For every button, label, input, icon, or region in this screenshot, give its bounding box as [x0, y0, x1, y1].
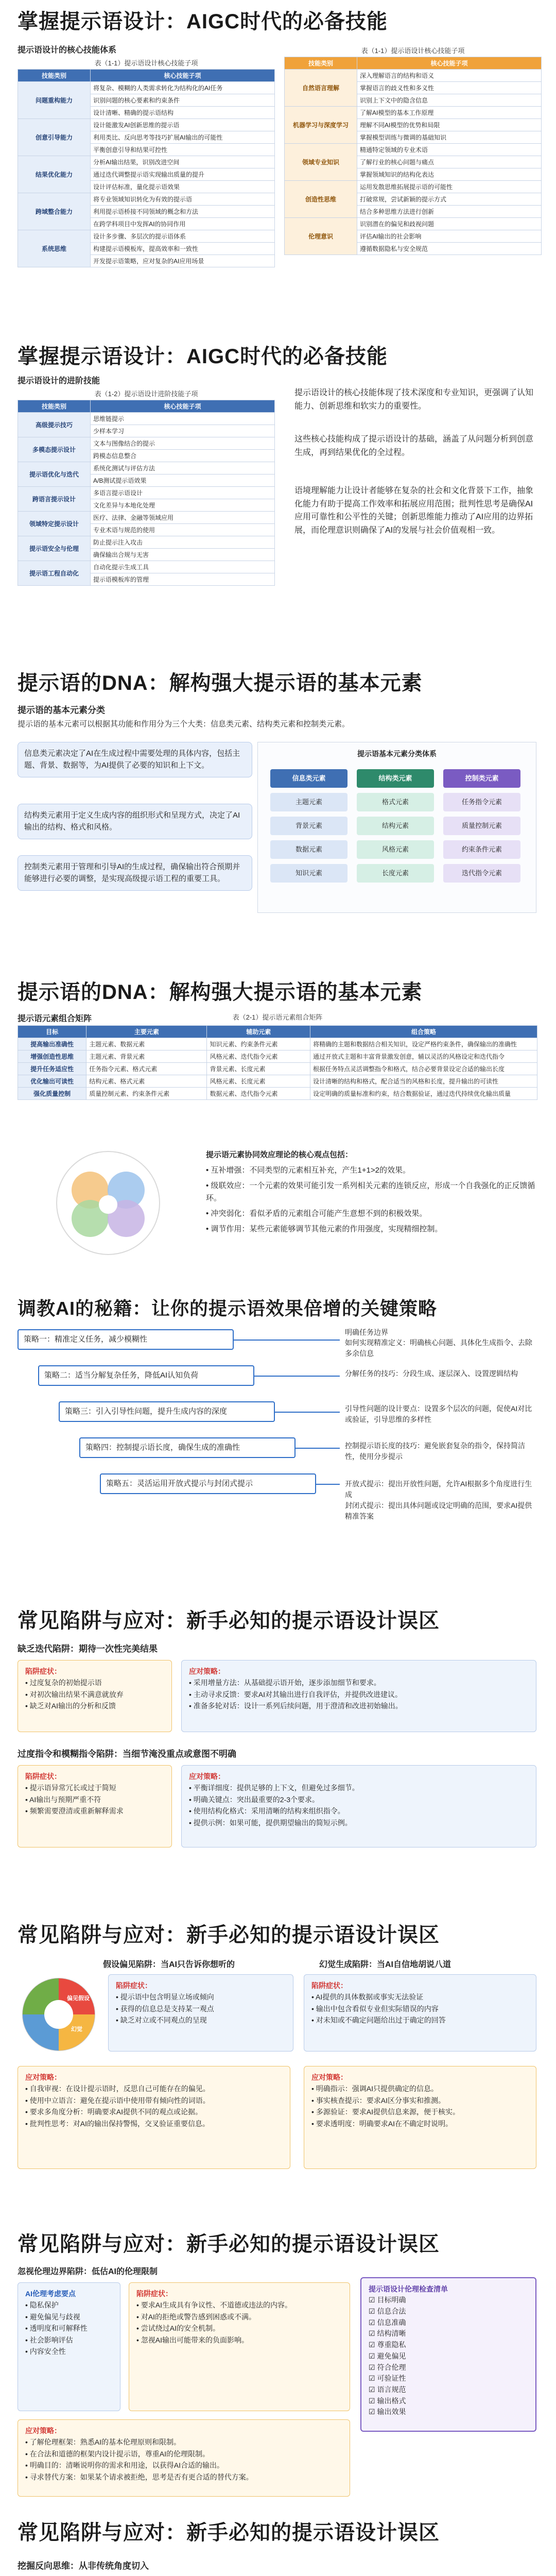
table-cell: 掌握语言的歧义性和多义性	[357, 82, 542, 94]
slide-element-matrix	[0, 969, 556, 1288]
table-row	[18, 1063, 537, 1075]
quadrant-diagram	[18, 1973, 100, 2056]
list-item: • 对未知或不确定问题给出过于确定的回答	[311, 2016, 446, 2025]
section-subtitle: 提示语设计的进阶技能	[18, 377, 100, 385]
table-row	[18, 119, 275, 131]
diagram-item: 长度元素	[357, 864, 434, 883]
table-cell: 强化质量控制	[18, 1088, 86, 1100]
table-row	[285, 70, 542, 82]
table-category: 跨语言提示设计	[18, 487, 91, 512]
table-header: 核心技能子项	[357, 57, 542, 70]
page-title: 掌握提示语设计：AIGC时代的必备技能	[18, 10, 388, 33]
list-item: • 在合法和道德的框架内设计提示语，尊重AI的伦理限制。	[25, 2449, 210, 2458]
info-element-box: 信息类元素决定了AI在生成过程中需要处理的具体内容，包括主题、背景、数据等，为AI提供了必要的知识和上下文。	[18, 742, 252, 777]
table-cell: 提高输出准确性	[18, 1038, 86, 1050]
table-row	[18, 1075, 537, 1088]
list-item: • 提示语异常冗长或过于简短	[25, 1784, 116, 1792]
strategy-note: 开放式提示：提出开放性问题，允许AI根据多个角度进行生成	[345, 1480, 532, 1499]
diagram-title: 提示语基本元素分类体系	[357, 750, 437, 758]
table-cell: 风格元素、迭代指令元素	[207, 1050, 310, 1063]
list-item: • 明确指示：强调AI只提供确定的信息。	[311, 2084, 439, 2093]
paragraph: 语境理解能力让设计者能够在复杂的社会和文化背景下工作，抽象化能力有助于提高工作效率和拓展应用范围；批判性思考是确保AI应用可靠性和公平性的关键；创新思维能力推动了AI应用的边界拓展，而伦理意识则确保了AI的发展与社会价值观相一致。	[294, 486, 534, 535]
diagram-column	[443, 769, 520, 888]
intro-text: 提示语的基本元素可以根据其功能和作用分为三个大类：信息类元素、结构类元素和控制类元素。	[18, 720, 350, 728]
synergy-point: • 调节作用：某些元素能够调节其他元素的作用强度，实现精细控制。	[206, 1225, 443, 1233]
table-cell: 文化差异与本地化处理	[91, 499, 275, 512]
list-item: • 过度复杂的初始提示语	[25, 1679, 102, 1687]
table-cell: 主题元素、背景元素	[86, 1050, 207, 1063]
checklist-item: ☑ 避免偏见	[369, 2351, 406, 2360]
table-header: 核心技能子项	[91, 70, 275, 82]
strategy-step: 策略三：引入引导性问题，提升生成内容的深度	[59, 1401, 275, 1422]
table-row	[285, 144, 542, 156]
list-item: • 对初次输出结果不满意就放弃	[25, 1690, 124, 1699]
card-title: 应对策略：	[311, 2073, 348, 2081]
table-cell: 设计清晰的结构和格式，配合适当的风格和长度，提升输出的可读性	[310, 1075, 537, 1088]
table-cell: 设计能激发AI创新思维的提示语	[91, 119, 275, 131]
list-item: • 主动寻求反馈：要求AI对其输出进行自我评估，并提供改进建议。	[189, 1690, 403, 1699]
advanced-skills-table	[18, 400, 275, 586]
checklist-item: ☑ 语言规范	[369, 2385, 406, 2394]
table-row	[18, 413, 275, 425]
strategy-step: 策略二：适当分解复杂任务，降低AI认知负荷	[38, 1365, 254, 1386]
list-item: • 多源验证：要求AI提供信息来源，便于核实。	[311, 2108, 460, 2116]
table-header: 技能类别	[285, 57, 357, 70]
core-skills-table	[18, 69, 275, 267]
list-item: • 要求透明度：明确要求AI在不确定时说明。	[311, 2119, 453, 2128]
table-cell: 将专业领域知识转化为有效的提示语	[91, 193, 275, 206]
symptom-card	[108, 1974, 293, 2052]
table-caption: 表（1-2）提示语设计进阶技能子项	[94, 390, 198, 398]
table-caption: 表（2-1）提示语元素组合矩阵	[232, 1013, 323, 1021]
diagram-column	[270, 769, 348, 888]
slide-pitfalls-ethics	[0, 2221, 556, 2509]
flow-arrow	[254, 1376, 340, 1377]
diagram-item: 质量控制元素	[443, 817, 520, 835]
page-title: 常见陷阱与应对：新手必知的提示语设计误区	[18, 2233, 440, 2256]
list-item: • 要求AI生成具有争议性、不道德或违法的内容。	[136, 2301, 292, 2310]
ethics-points-list	[25, 2299, 113, 2357]
table-cell: 设计评估标准，量化提示语效果	[91, 181, 275, 193]
matrix-table	[18, 1025, 537, 1100]
checklist-item: ☑ 尊重隐私	[369, 2341, 406, 2349]
table-row	[18, 512, 275, 524]
diagram-item: 任务指令元素	[443, 793, 520, 811]
list-item: • 批判性思考：对AI的输出保持警惕，交叉验证重要信息。	[25, 2119, 210, 2128]
table-cell: 识别问题的核心要素和约束条件	[91, 94, 275, 107]
list-item: • 提示语中包含明显立场或倾向	[116, 1993, 214, 2002]
synergy-diagram	[31, 1144, 185, 1262]
checklist-item: ☑ 信息准确	[369, 2318, 406, 2327]
table-row	[18, 561, 275, 573]
element-diagram	[257, 742, 536, 913]
flow-arrow	[234, 1340, 340, 1341]
diagram-column	[357, 769, 434, 888]
strategy-card	[181, 1765, 536, 1848]
table-cell: 文本与图像结合的提示	[91, 437, 275, 450]
table-cell: 跨模态信息整合	[91, 450, 275, 462]
table-row	[18, 536, 275, 549]
table-cell: 任务指令元素、格式元素	[86, 1063, 207, 1075]
pitfall-title: 假设偏见陷阱：当AI只告诉你想听的	[103, 1960, 235, 1969]
diagram-item: 主题元素	[270, 793, 348, 811]
checklist-item: ☑ 结构清晰	[369, 2329, 406, 2338]
table-cell: 通过迭代调整提示语实现输出质量的提升	[91, 168, 275, 181]
checklist-item: ☑ 信息合法	[369, 2307, 406, 2316]
slide-element-classes	[0, 659, 556, 969]
diagram-item: 格式元素	[357, 793, 434, 811]
list-item: • 获得的信息总是支持某一观点	[116, 2004, 214, 2013]
diagram-column-header: 控制类元素	[443, 769, 520, 788]
list-item: • 避免偏见与歧视	[25, 2312, 80, 2321]
strategy-card	[18, 2419, 350, 2497]
table-row	[285, 181, 542, 193]
diagram-column-header: 信息类元素	[270, 769, 348, 788]
table-row	[18, 437, 275, 450]
table-category: 自然语言理解	[285, 70, 357, 107]
section-subtitle: 提示语的基本元素分类	[18, 705, 105, 715]
list-item: • AI输出与预期严重不符	[25, 1795, 101, 1804]
flow-arrow	[296, 1448, 340, 1449]
table-category: 创意引导能力	[18, 119, 91, 156]
strategy-step: 策略五：灵活运用开放式提示与封闭式提示	[100, 1473, 316, 1494]
strategy-card	[181, 1660, 536, 1732]
pitfall-title: 忽视伦理边界陷阱：低估AI的伦理限制	[18, 2267, 158, 2276]
card-title: 提示语设计伦理检查清单	[369, 2285, 448, 2293]
venn-label: 幻觉	[71, 2026, 82, 2032]
table-cell: 理解不同AI模型的优势和局限	[357, 119, 542, 131]
table-cell: 遵循数据隐私与安全规范	[357, 243, 542, 255]
checklist-item: ☑ 输出格式	[369, 2396, 406, 2405]
table-cell: 精通特定领域的专业术语	[357, 144, 542, 156]
structure-element-box: 结构类元素用于定义生成内容的组织形式和呈现方式，决定了AI输出的结构、格式和风格。	[18, 804, 252, 839]
symptom-list	[25, 1677, 164, 1711]
list-item: • 自我审视：在设计提示语时，反思自己可能存在的偏见。	[25, 2084, 210, 2093]
symptom-card	[18, 1660, 172, 1732]
list-item: • 频繁需要澄清或重新解释需求	[25, 1807, 124, 1816]
card-title: 陷阱症状：	[25, 1772, 61, 1781]
page-title: 调教AI的秘籍：让你的提示语效果倍增的关键策略	[18, 1298, 438, 1319]
table-cell: 风格元素、长度元素	[207, 1075, 310, 1088]
table-cell: 掌握领域知识的结构化表达	[357, 168, 542, 181]
ethics-checklist-card	[360, 2277, 536, 2432]
synergy-lead: 提示语元素协同效应理论的核心观点包括：	[206, 1150, 353, 1159]
card-title: 应对策略：	[189, 1772, 225, 1781]
diagram-item: 约束条件元素	[443, 840, 520, 859]
table-caption-right: 表（1-1）提示语设计核心技能子项	[361, 47, 465, 55]
list-item: • 缺乏对立或不同观点的呈现	[116, 2016, 207, 2025]
table-row	[18, 82, 275, 94]
table-cell: 提示语模板库的管理	[91, 573, 275, 586]
list-item: • 内容安全性	[25, 2347, 66, 2355]
table-row	[18, 487, 275, 499]
flow-arrow	[275, 1412, 340, 1413]
strategy-note: 明确任务边界	[345, 1328, 388, 1336]
synergy-point: • 冲突弱化：看似矛盾的元素组合可能产生意想不到的积极效果。	[206, 1209, 427, 1218]
table-category: 提示语安全与伦理	[18, 536, 91, 561]
diagram-item: 风格元素	[357, 840, 434, 859]
pitfall-title: 缺乏迭代陷阱：期待一次性完美结果	[18, 1644, 158, 1654]
slide-pitfalls-bias	[0, 1911, 556, 2221]
slide-advanced-skills	[0, 330, 556, 659]
table-cell: 系统化测试与评估方法	[91, 462, 275, 474]
table-header: 技能类别	[18, 400, 91, 413]
list-item: • 明确关键点：突出最重要的2-3个要求。	[189, 1795, 320, 1804]
card-title: 陷阱症状：	[116, 1981, 152, 1990]
venn-label: 偏见假设	[67, 1995, 90, 2002]
table-cell: 了解AI模型的基本工作原理	[357, 107, 542, 119]
table-cell: 背景元素、长度元素	[207, 1063, 310, 1075]
section-subtitle: 提示语元素组合矩阵	[18, 1014, 92, 1023]
symptom-list	[136, 2299, 342, 2346]
list-item: • 输出中包含看似专业但实际错误的内容	[311, 2004, 439, 2013]
strategy-card	[18, 2066, 290, 2169]
core-skills-table-right	[284, 57, 542, 255]
symptom-list	[311, 1991, 529, 2026]
table-cell: 优化输出可读性	[18, 1075, 86, 1088]
pitfall-title: 过度指令和模糊指令陷阱：当细节淹没重点或意图不明确	[18, 1749, 236, 1759]
list-item: • 准备多轮对话：设计一系列后续问题，用于澄清和改进初始输出。	[189, 1702, 403, 1710]
table-cell: 在跨学科项目中发挥AI的协同作用	[91, 218, 275, 230]
table-row	[18, 1050, 537, 1063]
table-header: 组合策略	[310, 1026, 537, 1038]
table-row	[285, 218, 542, 230]
slide-reverse-thinking	[0, 2509, 556, 2576]
slide-core-skills	[0, 0, 556, 330]
synergy-point: • 级联效应：一个元素的效果可能引发一系列相关元素的连锁反应，形成一个自我强化的正反馈循环。	[206, 1181, 535, 1202]
table-cell: 设计多步骤、多层次的提示语体系	[91, 230, 275, 243]
synergy-points	[206, 1164, 535, 1239]
table-cell: 防止提示注入攻击	[91, 536, 275, 549]
table-category: 高级提示技巧	[18, 413, 91, 437]
diagram-column-header: 结构类元素	[357, 769, 434, 788]
paragraph: 这些核心技能构成了提示语设计的基础，涵盖了从问题分析到创意生成，再到结果优化的全过程。	[294, 435, 534, 457]
table-cell: 专业术语与规范的使用	[91, 524, 275, 536]
list-item: • AI提供的具体数据或事实无法验证	[311, 1993, 424, 2002]
table-row	[18, 1088, 537, 1100]
table-category: 伦理意识	[285, 218, 357, 255]
tip-title: 挖掘反向思维：从非传统角度切入	[18, 2561, 149, 2571]
diagram-item: 知识元素	[270, 864, 348, 883]
diagram-columns	[270, 769, 524, 903]
table-cell: 确保输出合规与无害	[91, 549, 275, 561]
page-title: 常见陷阱与应对：新手必知的提示语设计误区	[18, 2521, 440, 2544]
table-category: 多模态提示设计	[18, 437, 91, 462]
table-cell: 设计清晰、精确的提示语结构	[91, 107, 275, 119]
diagram-item: 迭代指令元素	[443, 864, 520, 883]
synergy-point: • 互补增强：不同类型的元素相互补充，产生1+1>2的效果。	[206, 1166, 410, 1175]
table-row	[18, 230, 275, 243]
table-category: 提示语工程自动化	[18, 561, 91, 586]
table-cell: 平衡创意引导和结果可控性	[91, 144, 275, 156]
list-item: • 明确目的：清晰说明你的需求和用途，以获得AI合适的输出。	[25, 2461, 224, 2470]
table-cell: 通过开放式主题和丰富背景激发创意，辅以灵活的风格设定和迭代指令	[310, 1050, 537, 1063]
strategy-step: 策略四：控制提示语长度，确保生成的准确性	[79, 1437, 296, 1458]
symptom-card	[129, 2282, 350, 2411]
symptom-list	[116, 1991, 286, 2026]
table-category: 结果优化能力	[18, 156, 91, 193]
symptom-card	[18, 1765, 172, 1848]
strategy-list	[189, 1782, 529, 1828]
card-title: 应对策略：	[189, 1667, 225, 1675]
symptom-list	[25, 1782, 164, 1817]
table-cell: 增强创造性思维	[18, 1050, 86, 1063]
card-title: 陷阱症状：	[25, 1667, 61, 1675]
page-title: 提示语的DNA：解构强大提示语的基本元素	[18, 672, 423, 694]
list-item: • 使用中立语言：避免在提示语中使用带有倾向性的词语。	[25, 2096, 210, 2105]
table-cell: 识别上下文中的隐含信息	[357, 94, 542, 107]
card-title: 陷阱症状：	[136, 2290, 172, 2298]
table-header: 主要元素	[86, 1026, 207, 1038]
strategy-list	[189, 1677, 529, 1711]
table-cell: 根据任务特点灵活调整指令和格式，结合必要背景设定合适的输出长度	[310, 1063, 537, 1075]
paragraph: 提示语设计的核心技能体现了技术深度和专业知识，更强调了认知能力、创新思维和软实力的重要性。	[294, 388, 534, 411]
list-item: • 隐私保护	[25, 2301, 59, 2310]
diagram-item: 背景元素	[270, 817, 348, 835]
table-cell: 少样本学习	[91, 425, 275, 437]
table-cell: 打破常规，尝试新颖的提示方式	[357, 193, 542, 206]
table-row	[18, 1038, 537, 1050]
table-cell: 开发提示语策略，应对复杂的AI应用场景	[91, 255, 275, 267]
table-category: 问题重构能力	[18, 82, 91, 119]
table-header: 技能类别	[18, 70, 91, 82]
list-item: • 了解伦理框架：熟悉AI的基本伦理原则和限制。	[25, 2438, 181, 2447]
list-item: • 社会影响评估	[25, 2335, 73, 2344]
page-title: 常见陷阱与应对：新手必知的提示语设计误区	[18, 1609, 440, 1632]
strategy-note: 引导性问题的设计要点：设置多个层次的问题，促使AI对比或验证，引导思维的多样性	[345, 1404, 532, 1423]
table-category: 领域专业知识	[285, 144, 357, 181]
table-cell: 将精确的主题和数据结合相关知识，设定严格约束条件，确保输出的准确性	[310, 1038, 537, 1050]
card-title: 应对策略：	[25, 2073, 61, 2081]
strategy-note: 如何实现精准定义：明确核心问题、具体化生成指令、去除多余信息	[345, 1338, 532, 1358]
table-header: 目标	[18, 1026, 86, 1038]
table-row	[18, 156, 275, 168]
checklist-item: ☑ 可验证性	[369, 2374, 406, 2383]
card-title: 应对策略：	[25, 2427, 61, 2435]
list-item: • 寻求替代方案：如果某个请求被拒绝，思考是否有更合适的替代方案。	[25, 2472, 253, 2481]
ethics-points-card	[18, 2282, 120, 2411]
list-item: • 使用结构化格式：采用清晰的结构来组织指令。	[189, 1807, 345, 1816]
list-item: • 缺乏对AI输出的分析和反馈	[25, 1702, 116, 1710]
strategy-list	[25, 2083, 283, 2129]
table-cell: 利用提示语桥接不同领域的概念和方法	[91, 206, 275, 218]
table-cell: 质量控制元素、约束条件元素	[86, 1088, 207, 1100]
section-subtitle: 提示语设计的核心技能体系	[18, 46, 117, 55]
table-row	[18, 193, 275, 206]
list-item: • 透明度和可解释性	[25, 2324, 88, 2333]
table-header: 核心技能子项	[91, 400, 275, 413]
strategy-note: 封闭式提示：提出具体问题或设定明确的范围，要求AI提供精准答案	[345, 1501, 532, 1520]
table-cell: 设定明确的质量标准和约束，结合数据验证，通过迭代持续优化输出质量	[310, 1088, 537, 1100]
table-category: 跨域整合能力	[18, 193, 91, 230]
table-cell: 知识元素、约束条件元素	[207, 1038, 310, 1050]
table-header: 辅助元素	[207, 1026, 310, 1038]
diagram-item: 结构元素	[357, 817, 434, 835]
table-cell: 结合多种思维方法进行创新	[357, 206, 542, 218]
table-category: 机器学习与深度学习	[285, 107, 357, 144]
table-cell: 了解行业的核心问题与痛点	[357, 156, 542, 168]
page-title: 掌握提示语设计：AIGC时代的必备技能	[18, 345, 388, 368]
symptom-card	[304, 1974, 536, 2052]
list-item: • 忽视AI输出可能带来的负面影响。	[136, 2335, 249, 2344]
table-cell: A/B测试提示语效果	[91, 474, 275, 487]
table-category: 领域特定提示设计	[18, 512, 91, 536]
card-title: AI伦理考虑要点	[25, 2290, 76, 2298]
table-cell: 分析AI输出结果，识别改进空间	[91, 156, 275, 168]
strategy-step: 策略一：精准定义任务，减少模糊性	[18, 1329, 234, 1350]
diagram-item: 数据元素	[270, 840, 348, 859]
flow-arrow	[316, 1484, 340, 1485]
strategy-card	[304, 2066, 536, 2169]
slide-strategies	[0, 1288, 556, 1597]
strategy-note: 分解任务的技巧：分段生成、逐层深入、设置逻辑结构	[345, 1369, 518, 1378]
checklist-item: ☑ 目标明确	[369, 2296, 406, 2304]
checklist-item: ☑ 符合伦理	[369, 2363, 406, 2371]
list-item: • 尝试绕过AI的安全机制。	[136, 2324, 220, 2333]
table-row	[285, 107, 542, 119]
table-cell: 结构元素、格式元素	[86, 1075, 207, 1088]
table-caption: 表（1-1）提示语设计核心技能子项	[94, 59, 198, 67]
control-element-box: 控制类元素用于管理和引导AI的生成过程，确保输出符合预期并能够进行必要的调整，是实现高级提示语工程的重要工具。	[18, 855, 252, 891]
table-cell: 多语言提示语设计	[91, 487, 275, 499]
ethics-checklist	[369, 2295, 528, 2418]
table-cell: 医疗、法律、金融等领域应用	[91, 512, 275, 524]
table-cell: 提升任务适应性	[18, 1063, 86, 1075]
table-category: 提示语优化与迭代	[18, 462, 91, 487]
list-item: • 事实核查提示：要求AI区分事实和推测。	[311, 2096, 446, 2105]
table-cell: 掌握模型训练与微调的基础知识	[357, 131, 542, 144]
pitfall-title: 幻觉生成陷阱：当AI自信地胡说八道	[319, 1960, 451, 1969]
table-cell: 评估AI输出的社会影响	[357, 230, 542, 243]
page-title: 提示语的DNA：解构强大提示语的基本元素	[18, 981, 423, 1004]
list-item: • 提供示例：如果可能，提供期望输出的简短示例。	[189, 1818, 352, 1827]
list-item: • 采用增量方法：从基础提示语开始，逐步添加细节和要求。	[189, 1679, 381, 1687]
card-title: 陷阱症状：	[311, 1981, 348, 1990]
strategy-note: 控制提示语长度的技巧：避免嵌套复杂的指令，保持简洁性，使用分步提示	[345, 1442, 525, 1461]
table-cell: 将复杂、模糊的人类需求转化为结构化的AI任务	[91, 82, 275, 94]
table-cell: 构建提示语模板库，提高效率和一致性	[91, 243, 275, 255]
strategy-list	[25, 2436, 342, 2483]
table-category: 创造性思维	[285, 181, 357, 218]
table-cell: 利用类比、反向思考等技巧扩展AI输出的可能性	[91, 131, 275, 144]
page-title: 常见陷阱与应对：新手必知的提示语设计误区	[18, 1924, 440, 1946]
table-cell: 自动化提示生成工具	[91, 561, 275, 573]
table-row	[18, 462, 275, 474]
strategy-flow	[0, 1288, 556, 1597]
list-item: • 要求多角度分析：明确要求AI提供不同的观点或论据。	[25, 2108, 203, 2116]
list-item: • 对AI的拒绝或警告感到困惑或不满。	[136, 2312, 256, 2321]
strategy-list	[311, 2083, 529, 2129]
table-cell: 思维链提示	[91, 413, 275, 425]
table-cell: 数据元素、迭代指令元素	[207, 1088, 310, 1100]
checklist-item: ☑ 输出效果	[369, 2408, 406, 2416]
table-cell: 深入理解语言的结构和语义	[357, 70, 542, 82]
slide-pitfalls-iteration	[0, 1597, 556, 1911]
list-item: • 平衡详细度：提供足够的上下文，但避免过多细节。	[189, 1784, 359, 1792]
table-cell: 识别潜在的偏见和歧视问题	[357, 218, 542, 230]
table-cell: 主题元素、数据元素	[86, 1038, 207, 1050]
table-cell: 运用发散思维拓展提示语的可能性	[357, 181, 542, 193]
table-category: 系统思维	[18, 230, 91, 267]
